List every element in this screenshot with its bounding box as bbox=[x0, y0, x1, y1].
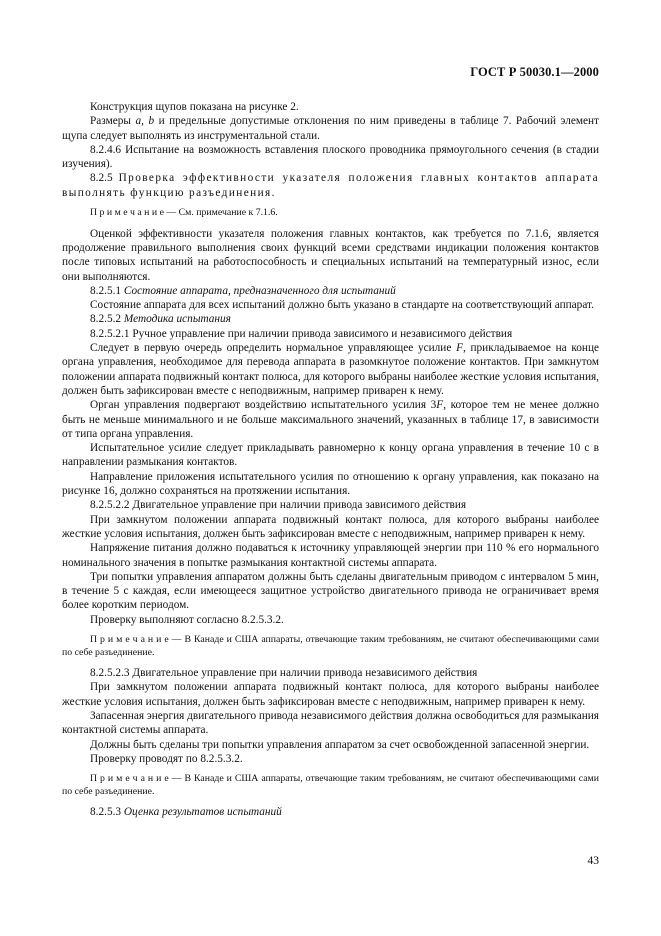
section-heading: 8.2.5 Проверка эффективности указателя положения главных контактов аппарата выполнять функцию разъединения. bbox=[62, 172, 599, 199]
paragraph: Размеры a, b и предельные допустимые отклонения по ним приведены в таблице 7. Рабочий элемент щупа следует выполнять из инструментальной стали. bbox=[62, 115, 599, 142]
paragraph: При замкнутом положении аппарата подвижный контакт полюса, для которого выбраны наиболее жесткие условия испытания, должен быть зафиксирован вместе с неподвижным, например приварен к нему. bbox=[62, 513, 599, 540]
section-heading: 8.2.5.1 Состояние аппарата, предназначенного для испытаний bbox=[90, 284, 396, 297]
paragraph: Три попытки управления аппаратом должны быть сделаны двигательным приводом с интервалом 5 мин, в течение 5 с каждая, если имеющееся защитное устройство двигательного привода не ограничивает время более коротким периодом. bbox=[62, 570, 599, 612]
paragraph: При замкнутом положении аппарата подвижный контакт полюса, для которого выбраны наиболее жесткие условия испытания, должен быть зафиксирован вместе с неподвижным, например приварен к нему. bbox=[62, 681, 599, 708]
document-header: ГОСТ Р 50030.1—2000 bbox=[470, 65, 599, 79]
page-number: 43 bbox=[587, 855, 599, 867]
paragraph: Состояние аппарата для всех испытаний должно быть указано в стандарте на соответствующий аппарат. bbox=[90, 299, 594, 312]
paragraph: Направление приложения испытательного усилия по отношению к органу управления, как показано на рисунке 16, должно сохраняться на протяжении испытания. bbox=[62, 470, 599, 498]
paragraph: 8.2.4.6 Испытание на возможность вставления плоского проводника прямоугольного сечения (в стадии изучения). bbox=[62, 143, 599, 171]
paragraph: Напряжение питания должно подаваться к источнику управляющей энергии при 110 % его нормального номинального значения в попытке размыкания контактной системы аппарата. bbox=[62, 542, 599, 569]
note: П р и м е ч а н и е — См. примечание к 7.1.6. bbox=[90, 207, 278, 219]
section-heading: 8.2.5.2.1 Ручное управление при наличии привода зависимого и независимого действия bbox=[90, 327, 513, 340]
paragraph: Испытательное усилие следует прикладывать равномерно к концу органа управления в течение 10 с в направлении размыкания контактов. bbox=[62, 442, 599, 469]
paragraph: Запасенная энергия двигательного привода независимого действия должна освободиться для размыкания контактной системы аппарата. bbox=[62, 710, 599, 737]
paragraph: Оценкой эффективности указателя положения главных контактов, как требуется по 7.1.6, является продолжение правильного выполнения своих функций всеми средствами индикации положения контактов после типовых испытаний на работоспособность и специальных испытаний на температурный износ, если они выполняются. bbox=[62, 227, 599, 283]
paragraph: Орган управления подвергают воздействию испытательного усилия 3F, которое тем не менее должно быть не меньше минимального и не больше максимального значений, указанных в таблице 17, в зависимости от типа органа управления. bbox=[62, 399, 599, 440]
section-heading: 8.2.5.2.3 Двигательное управление при наличии привода независимого действия bbox=[90, 667, 478, 680]
section-heading: 8.2.5.2 Методика испытания bbox=[90, 313, 231, 326]
section-heading: 8.2.5.3 Оценка результатов испытаний bbox=[90, 806, 282, 819]
document-body bbox=[62, 100, 599, 820]
note: П р и м е ч а н и е — В Канаде и США аппараты, отвечающие таким требованиям, не считают обеспечивающими сами по себе разъединение. bbox=[62, 633, 599, 658]
paragraph: Конструкция щупов показана на рисунке 2. bbox=[90, 101, 299, 113]
paragraph: Проверку выполняют согласно 8.2.5.3.2. bbox=[90, 613, 284, 626]
note: П р и м е ч а н и е — В Канаде и США аппараты, отвечающие таким требованиям, не считают обеспечивающими сами по себе разъединение. bbox=[62, 773, 599, 797]
paragraph: Должны быть сделаны три попытки управления аппаратом за счет освобожденной запасенной энергии. bbox=[90, 738, 590, 751]
paragraph: Следует в первую очередь определить нормальное управляющее усилие F, прикладываемое на конце органа управления, необходимое для перевода аппарата в разомкнутое положение контактов. При замкнутом положении аппарата подвижный контакт полюса, для которого выбраны наиболее жесткие условия испытания, должен быть зафиксирован вместе с неподвижным, например приварен к нему. bbox=[62, 342, 600, 397]
paragraph: Проверку проводят по 8.2.5.3.2. bbox=[90, 752, 243, 765]
section-heading: 8.2.5.2.2 Двигательное управление при наличии привода зависимого действия bbox=[90, 499, 467, 512]
